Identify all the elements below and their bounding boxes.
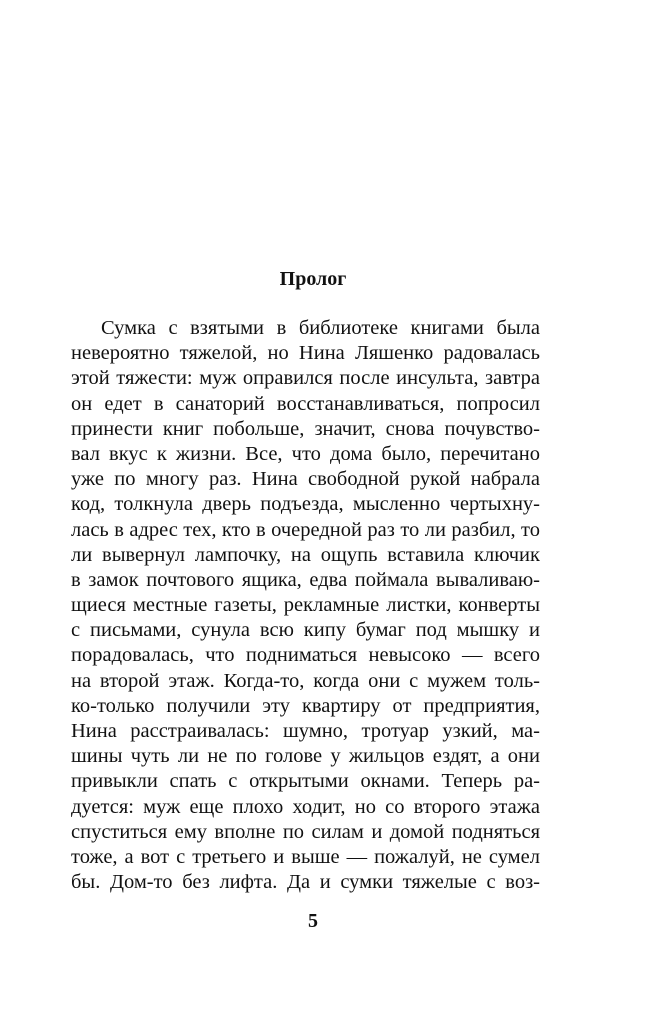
text-line: тоже, а вот с третьего и выше — пожалуй, не сумел	[71, 845, 540, 868]
text-line: Нина расстраивалась: шумно, тротуар узкий, ма-	[71, 720, 540, 742]
text-line: ли вывернул лампочку, на ощупь вставила ключик	[71, 543, 540, 566]
text-line: на второй этаж. Когда-то, когда они с мужем толь-	[71, 669, 540, 692]
text-line: лась в адрес тех, кто в очередной раз то ли разбил, то	[71, 518, 540, 541]
text-line: принести книг побольше, значит, снова почувство-	[71, 417, 540, 440]
text-line: бы. Дом-то без лифта. Да и сумки тяжелые с воз-	[71, 871, 540, 894]
body-text	[71, 316, 540, 895]
text-line: щиеся местные газеты, рекламные листки, конверты	[71, 594, 540, 617]
text-line: в замок почтового ящика, едва поймала вываливаю-	[71, 568, 540, 591]
text-line: порадовалась, что подниматься невысоко — всего	[71, 644, 540, 667]
text-line: шины чуть ли не по голове у жильцов ездят, а они	[71, 745, 540, 768]
text-line: Сумка с взятыми в библиотеке книгами была	[101, 317, 540, 339]
chapter-title: Пролог	[279, 268, 347, 290]
text-line: он едет в санаторий восстанавливаться, попросил	[71, 392, 540, 415]
text-line: дуется: муж еще плохо ходит, но со второго этажа	[71, 795, 540, 818]
text-line: невероятно тяжелой, но Нина Ляшенко радовалась	[71, 342, 540, 365]
text-line: привыкли спать с открытыми окнами. Теперь ра-	[71, 770, 540, 793]
text-line: этой тяжести: муж оправился после инсульта, завтра	[71, 367, 540, 390]
text-line: с письмами, сунула всю кипу бумаг под мышку и	[71, 619, 540, 642]
text-line: вал вкус к жизни. Все, что дома было, перечитано	[71, 442, 540, 465]
text-line: спуститься ему вполне по силам и домой подняться	[71, 820, 540, 843]
text-line: уже по многу раз. Нина свободной рукой набрала	[71, 468, 540, 491]
text-line: код, толкнула дверь подъезда, мысленно чертыхну-	[71, 493, 540, 516]
text-line: ко-только получили эту квартиру от предприятия,	[71, 694, 540, 717]
page-number: 5	[308, 910, 318, 932]
